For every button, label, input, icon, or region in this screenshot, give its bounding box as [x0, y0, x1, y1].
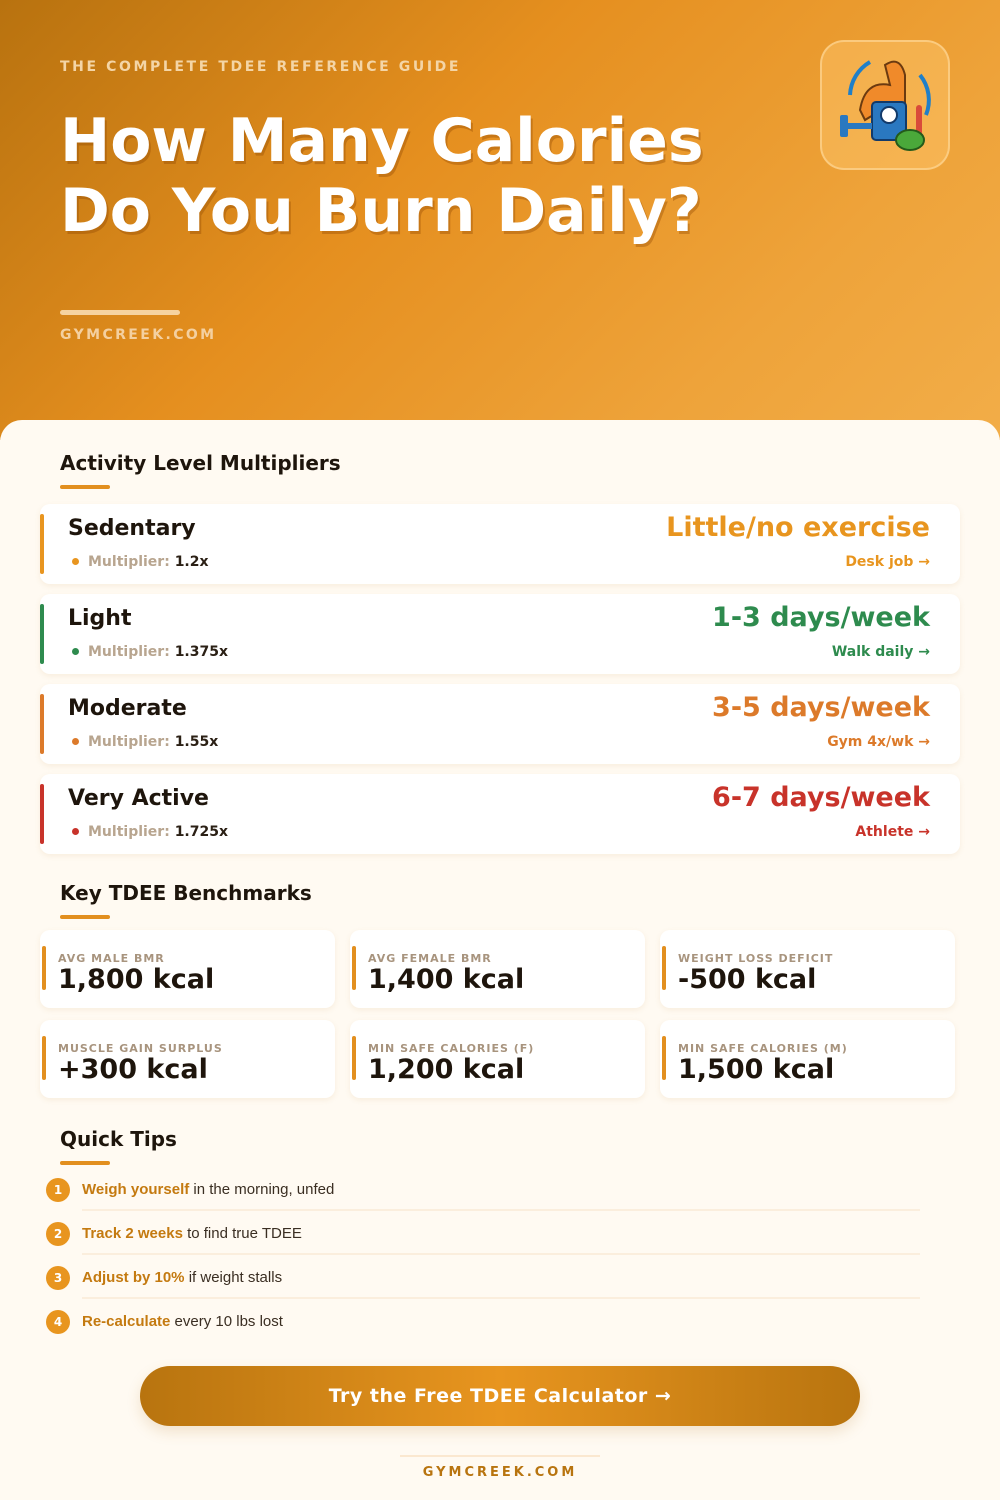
multiplier-label: Multiplier:	[88, 824, 170, 840]
benchmark-card	[40, 930, 335, 1008]
activity-frequency: 3-5 days/week	[712, 692, 930, 723]
tip-rest: in the morning, unfed	[189, 1181, 335, 1198]
benchmark-card	[660, 1020, 955, 1098]
accent-bar	[662, 1036, 666, 1080]
activity-row	[40, 774, 960, 854]
multiplier	[72, 554, 209, 570]
activity-frequency: 6-7 days/week	[712, 782, 930, 813]
tip-highlight: Re-calculate	[82, 1313, 171, 1330]
accent-bar	[352, 946, 356, 990]
benchmark-label: MIN SAFE CALORIES (M)	[678, 1042, 848, 1055]
multiplier	[72, 734, 218, 750]
fitness-logo-icon	[820, 40, 950, 170]
benchmark-label: MUSCLE GAIN SURPLUS	[58, 1042, 223, 1055]
tip-rest: if weight stalls	[184, 1269, 283, 1286]
benchmark-card	[350, 930, 645, 1008]
dot-icon	[72, 828, 79, 835]
benchmark-value: +300 kcal	[58, 1054, 208, 1085]
section-heading-benchmarks: Key TDEE Benchmarks	[60, 881, 312, 905]
benchmark-card	[40, 1020, 335, 1098]
accent-bar	[352, 1036, 356, 1080]
tip-divider	[82, 1209, 920, 1211]
tip-number-badge: 2	[46, 1222, 70, 1246]
multiplier-value: 1.375x	[174, 644, 229, 660]
tip-text	[82, 1225, 302, 1242]
multiplier-value: 1.55x	[174, 734, 219, 750]
tip-highlight: Track 2 weeks	[82, 1225, 183, 1242]
accent-bar	[42, 1036, 46, 1080]
tip-number-badge: 3	[46, 1266, 70, 1290]
dot-icon	[72, 648, 79, 655]
dot-icon	[72, 558, 79, 565]
benchmark-value: -500 kcal	[678, 964, 817, 995]
multiplier-label: Multiplier:	[88, 734, 170, 750]
footer-site: GYMCREEK.COM	[422, 1465, 578, 1480]
hero-header	[0, 0, 1000, 440]
multiplier-value: 1.725x	[174, 824, 229, 840]
accent-bar	[40, 604, 44, 664]
benchmark-card	[660, 930, 955, 1008]
activity-name: Very Active	[68, 786, 209, 811]
site-name: GYMCREEK.COM	[60, 327, 217, 343]
tip-highlight: Weigh yourself	[82, 1181, 190, 1198]
multiplier-label: Multiplier:	[88, 644, 170, 660]
activity-frequency: Little/no exercise	[666, 512, 930, 543]
activity-row	[40, 504, 960, 584]
multiplier-label: Multiplier:	[88, 554, 170, 570]
benchmark-label: AVG MALE BMR	[58, 952, 165, 965]
activity-example: Athlete →	[855, 824, 930, 840]
activity-name: Moderate	[68, 696, 187, 721]
activity-frequency: 1-3 days/week	[712, 602, 930, 633]
tip-item	[46, 1213, 920, 1257]
tip-highlight: Adjust by 10%	[82, 1269, 185, 1286]
tip-item	[46, 1169, 920, 1213]
activity-example: Walk daily →	[831, 644, 930, 660]
dot-icon	[72, 738, 79, 745]
tdee-calculator-button[interactable]: Try the Free TDEE Calculator →	[140, 1366, 860, 1426]
activity-row	[40, 684, 960, 764]
eyebrow-text: THE COMPLETE TDEE REFERENCE GUIDE	[60, 59, 462, 75]
tip-text	[82, 1313, 283, 1330]
benchmark-card	[350, 1020, 645, 1098]
tip-divider	[82, 1253, 920, 1255]
page-title	[60, 106, 704, 246]
activity-name: Sedentary	[68, 516, 196, 541]
divider	[60, 310, 180, 315]
tip-rest: every 10 lbs lost	[170, 1313, 283, 1330]
tip-number-badge: 1	[46, 1178, 70, 1202]
accent-bar	[40, 514, 44, 574]
tip-divider	[82, 1297, 920, 1299]
activity-name: Light	[68, 606, 132, 631]
multiplier	[72, 644, 228, 660]
title-line-1: How Many Calories	[60, 106, 704, 176]
activity-example: Desk job →	[845, 554, 930, 570]
benchmark-value: 1,200 kcal	[368, 1054, 525, 1085]
accent-bar	[40, 694, 44, 754]
benchmark-value: 1,500 kcal	[678, 1054, 835, 1085]
tip-item	[46, 1257, 920, 1301]
multiplier-value: 1.2x	[174, 554, 209, 570]
tip-item	[46, 1301, 920, 1345]
title-line-2: Do You Burn Daily?	[60, 176, 702, 246]
accent-bar	[662, 946, 666, 990]
accent-bar	[40, 784, 44, 844]
accent-bar	[42, 946, 46, 990]
section-heading-tips: Quick Tips	[60, 1127, 177, 1151]
multiplier	[72, 824, 228, 840]
tip-text	[82, 1269, 282, 1286]
tip-text	[82, 1181, 334, 1198]
benchmark-label: WEIGHT LOSS DEFICIT	[678, 952, 834, 965]
benchmark-value: 1,800 kcal	[58, 964, 215, 995]
activity-example: Gym 4x/wk →	[827, 734, 930, 750]
footer-divider	[400, 1455, 600, 1457]
tip-rest: to find true TDEE	[182, 1225, 302, 1242]
benchmark-value: 1,400 kcal	[368, 964, 525, 995]
benchmark-label: MIN SAFE CALORIES (F)	[368, 1042, 535, 1055]
activity-row	[40, 594, 960, 674]
tip-number-badge: 4	[46, 1310, 70, 1334]
section-heading-activity: Activity Level Multipliers	[60, 451, 341, 475]
benchmark-label: AVG FEMALE BMR	[368, 952, 492, 965]
